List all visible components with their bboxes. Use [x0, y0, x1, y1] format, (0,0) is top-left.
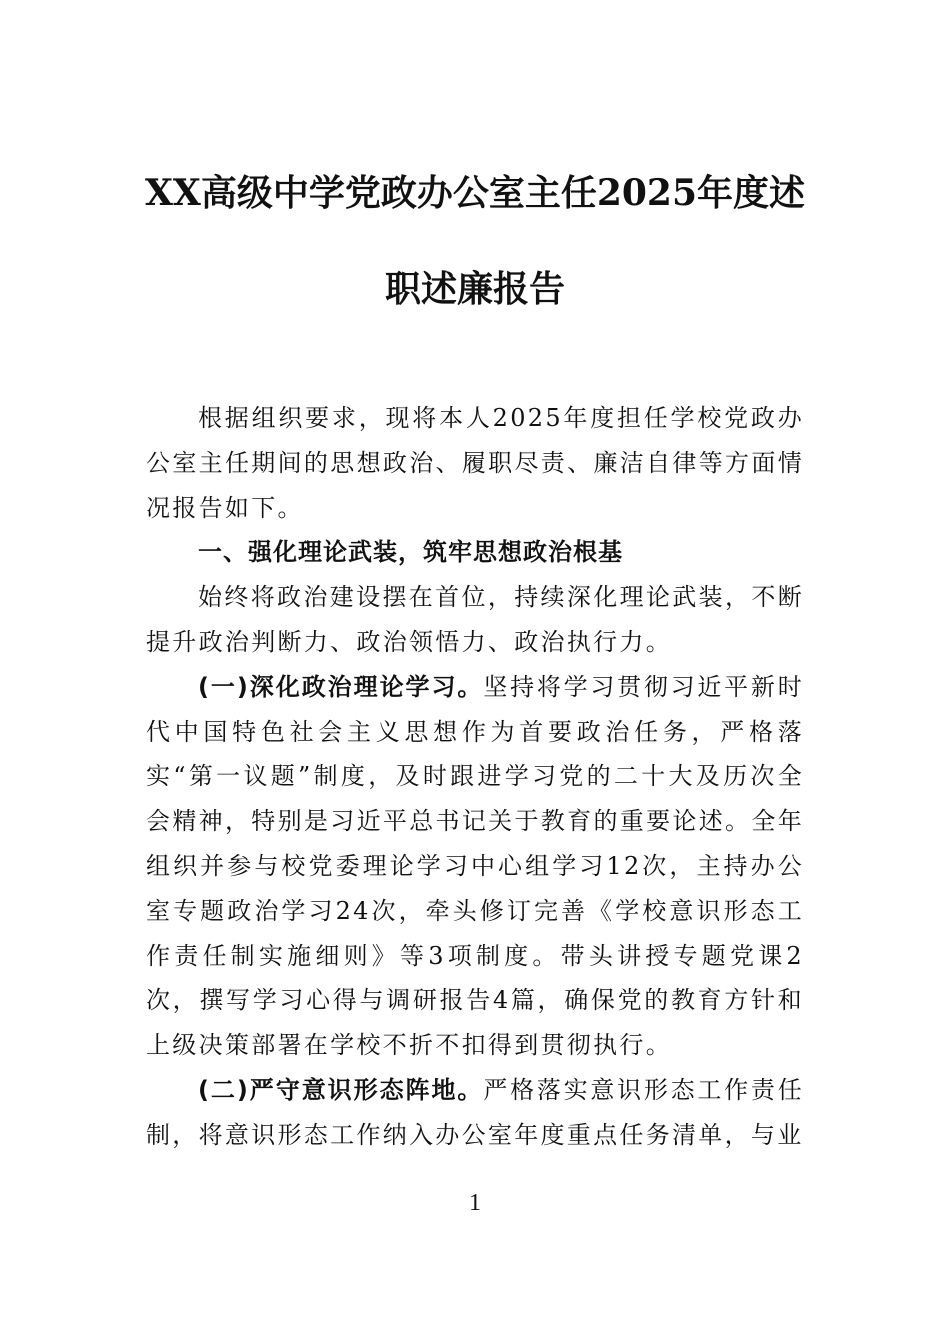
- document-body: [146, 396, 804, 1158]
- item-2-lead: (二)严守意识形态阵地。: [198, 1075, 484, 1104]
- item-1-paragraph: [146, 665, 804, 1068]
- section-heading: 一、强化理论武装，筑牢思想政治根基: [198, 538, 623, 567]
- page-number: 1: [469, 1190, 481, 1216]
- item-1-lead: (一)深化政治理论学习。: [198, 672, 484, 701]
- document-title-line-2: 职述廉报告: [384, 268, 565, 310]
- item-2-paragraph: [146, 1068, 804, 1158]
- section-intro-paragraph: 始终将政治建设摆在首位，持续深化理论武装，不断提升政治判断力、政治领悟力、政治执行力。: [146, 583, 804, 656]
- item-2-text: 严格落实意识形态工作责任制，将意识形态工作纳入办公室年度重点任务清单，与业: [146, 1075, 804, 1149]
- document-title-line-1: XX高级中学党政办公室主任2025年度述: [144, 172, 806, 214]
- intro-paragraph: 根据组织要求，现将本人2025年度担任学校党政办公室主任期间的思想政治、履职尽责、廉洁自律等方面情况报告如下。: [146, 404, 804, 522]
- item-1-text: 坚持将学习贯彻习近平新时代中国特色社会主义思想作为首要政治任务，严格落实“第一议题”制度，及时跟进学习党的二十大及历次全会精神，特别是习近平总书记关于教育的重要论述。全年组织并参与校党委理论学习中心组学习12次，主持办公室专题政治学习24次，牵头修订完善《学校意识形态工作责任制实施细则》等3项制度。带头讲授专题党课2次，撰写学习心得与调研报告4篇，确保党的教育方针和上级决策部署在学校不折不扣得到贯彻执行。: [146, 672, 804, 1060]
